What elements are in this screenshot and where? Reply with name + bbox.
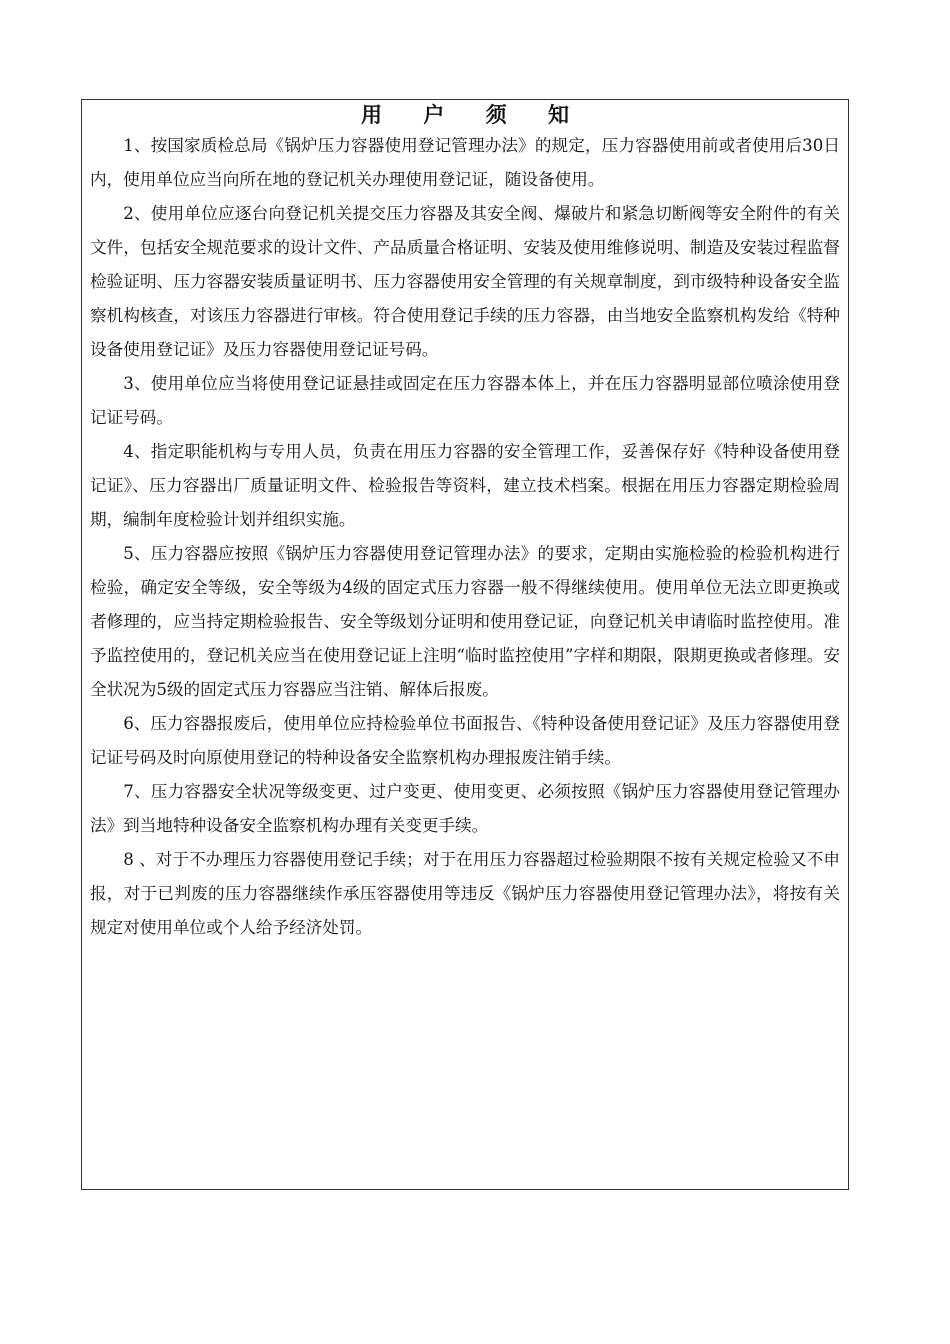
notice-paragraph-8: 8 、对于不办理压力容器使用登记手续；对于在用压力容器超过检验期限不按有关规定检验又不申报，对于已判废的压力容器继续作承压容器使用等违反《锅炉压力容器使用登记管理办法》，将按有关规定对使用单位或个人给予经济处罚。 xyxy=(90,850,840,937)
notice-paragraph-7: 7、压力容器安全状况等级变更、过户变更、使用变更、必须按照《锅炉压力容器使用登记管理办法》到当地特种设备安全监察机构办理有关变更手续。 xyxy=(90,782,840,835)
notice-paragraph-2: 2、使用单位应逐台向登记机关提交压力容器及其安全阀、爆破片和紧急切断阀等安全附件的有关文件，包括安全规范要求的设计文件、产品质量合格证明、安装及使用维修说明、制造及安装过程监督检验证明、压力容器安装质量证明书、压力容器使用安全管理的有关规章制度，到市级特种设备安全监察机构核查，对该压力容器进行审核。符合使用登记手续的压力容器，由当地安全监察机构发给《特种设备使用登记证》及压力容器使用登记证号码。 xyxy=(90,204,840,359)
notice-paragraph-5: 5、压力容器应按照《锅炉压力容器使用登记管理办法》的要求，定期由实施检验的检验机构进行检验，确定安全等级，安全等级为4级的固定式压力容器一般不得继续使用。使用单位无法立即更换或者修理的，应当持定期检验报告、安全等级划分证明和使用登记证，向登记机关申请临时监控使用。准予监控使用的，登记机关应当在使用登记证上注明“临时监控使用”字样和期限，限期更换或者修理。安全状况为5级的固定式压力容器应当注销、解体后报废。 xyxy=(90,544,840,699)
notice-paragraph-6: 6、压力容器报废后，使用单位应持检验单位书面报告、《特种设备使用登记证》及压力容器使用登记证号码及时向原使用登记的特种设备安全监察机构办理报废注销手续。 xyxy=(90,714,840,767)
notice-paragraph-1: 1、按国家质检总局《锅炉压力容器使用登记管理办法》的规定，压力容器使用前或者使用后30日内，使用单位应当向所在地的登记机关办理使用登记证，随设备使用。 xyxy=(90,136,840,189)
user-notice-box xyxy=(81,99,849,1190)
notice-title: 用 户 须 知 xyxy=(361,102,586,127)
notice-paragraph-3: 3、使用单位应当将使用登记证悬挂或固定在压力容器本体上，并在压力容器明显部位喷涂使用登记证号码。 xyxy=(90,374,840,427)
notice-paragraph-4: 4、指定职能机构与专用人员，负责在用压力容器的安全管理工作，妥善保存好《特种设备使用登记证》、压力容器出厂质量证明文件、检验报告等资料，建立技术档案。根据在用压力容器定期检验周期，编制年度检验计划并组织实施。 xyxy=(90,442,840,529)
